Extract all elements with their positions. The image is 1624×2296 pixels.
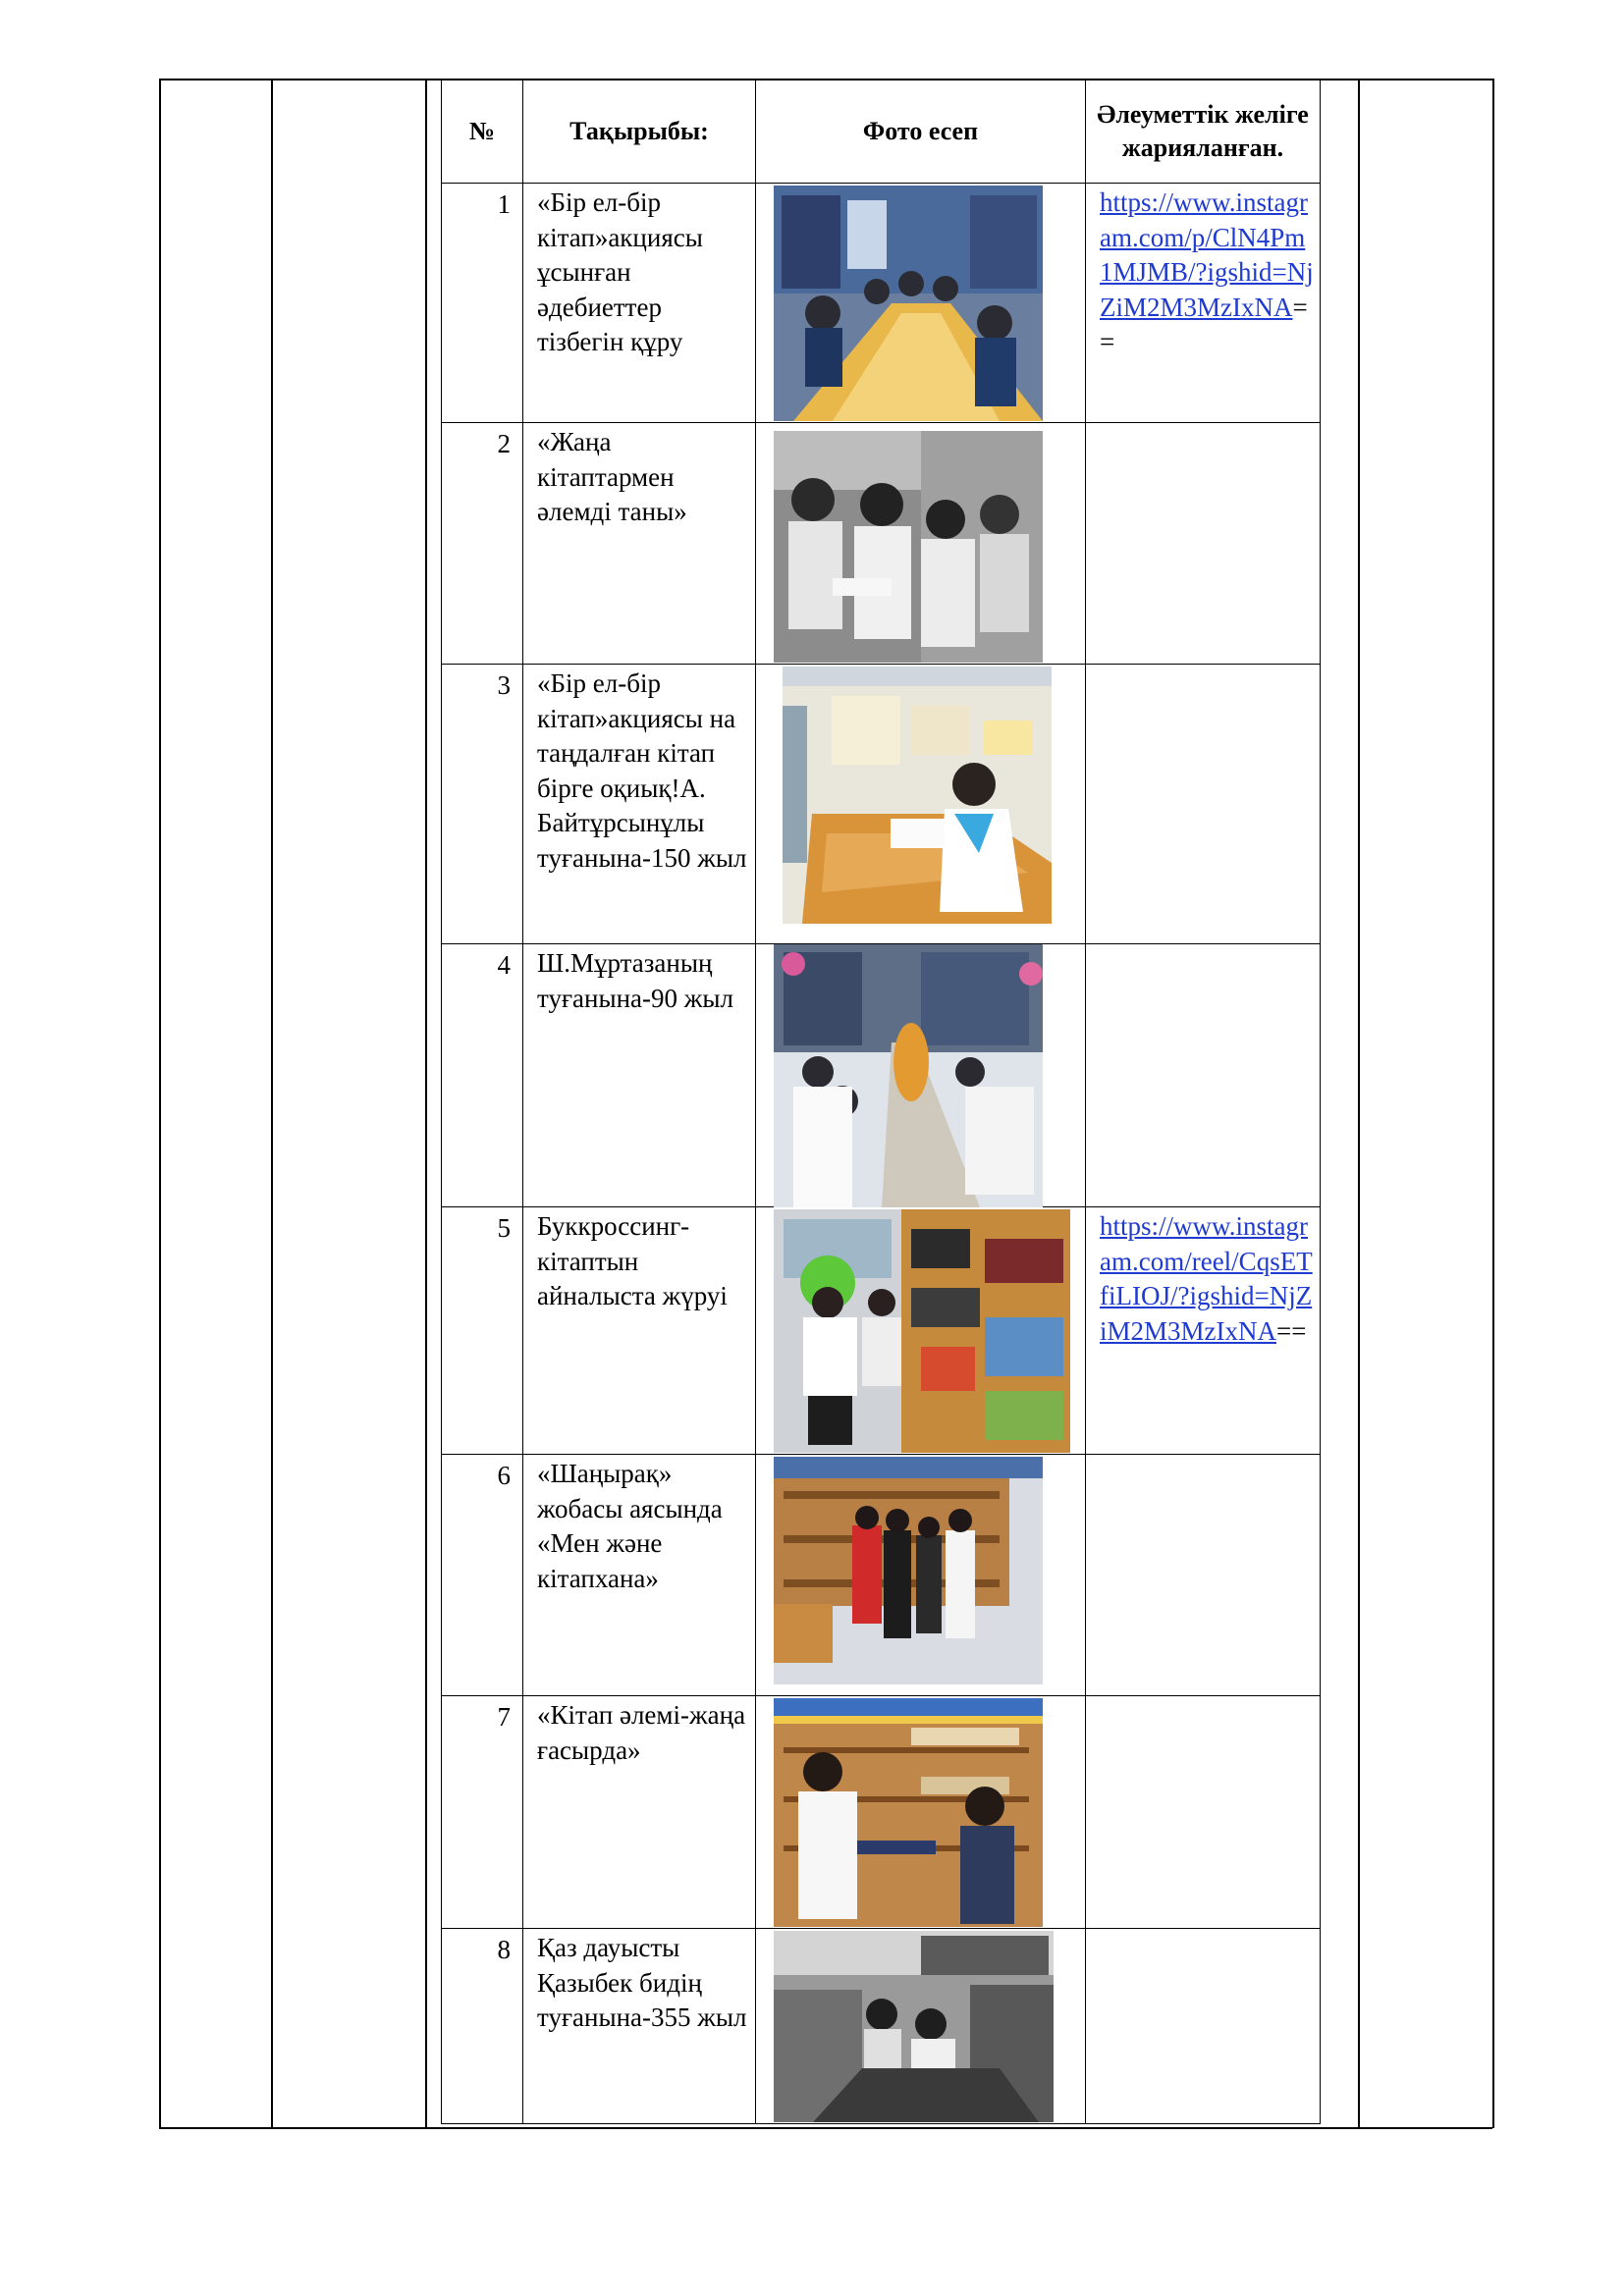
instagram-link[interactable]: https://www.instagram.com/p/ClN4Pm1MJMB/?igshid=NjZiM2M3MzIxNA bbox=[1100, 187, 1314, 322]
table-row bbox=[442, 184, 1321, 423]
frame-bottom-line bbox=[159, 2127, 1492, 2129]
header-social: Әлеуметтік желіге жарияланған. bbox=[1086, 80, 1321, 184]
row-number: 4 bbox=[442, 944, 523, 1207]
row-social-link-cell bbox=[1086, 1455, 1321, 1696]
frame-line-right bbox=[1492, 79, 1494, 2128]
row-photo-cell bbox=[756, 1455, 1086, 1696]
row-photo bbox=[774, 1209, 1070, 1453]
photo-report-table bbox=[441, 79, 1321, 2124]
row-number: 6 bbox=[442, 1455, 523, 1696]
row-social-link-cell bbox=[1086, 184, 1321, 423]
row-photo bbox=[774, 944, 1043, 1207]
row-topic: «Шаңырақ» жобасы аясында «Мен және кітапхана» bbox=[523, 1455, 756, 1696]
frame-line-2 bbox=[271, 79, 273, 2128]
row-topic: «Бір ел-бір кітап»акциясы ұсынған әдебиеттер тізбегін құру bbox=[523, 184, 756, 423]
link-suffix: == bbox=[1100, 292, 1308, 356]
instagram-link[interactable]: https://www.instagram.com/reel/CqsETfiLIOJ/?igshid=NjZiM2M3MzIxNA bbox=[1100, 1211, 1313, 1346]
row-number: 5 bbox=[442, 1207, 523, 1455]
row-number: 1 bbox=[442, 184, 523, 423]
row-photo-cell bbox=[756, 423, 1086, 665]
frame-line-3 bbox=[425, 79, 427, 2128]
row-topic: «Бір ел-бір кітап»акциясы на таңдалған кітап бірге оқиық!А. Байтұрсынұлы туғанына-150 жыл bbox=[523, 665, 756, 944]
header-number: № bbox=[442, 80, 523, 184]
row-number: 8 bbox=[442, 1929, 523, 2124]
row-photo bbox=[774, 1698, 1043, 1927]
row-social-link-cell bbox=[1086, 423, 1321, 665]
row-photo bbox=[783, 667, 1052, 924]
table-row bbox=[442, 1929, 1321, 2124]
link-suffix: == bbox=[1276, 1315, 1307, 1346]
frame-line-4 bbox=[1358, 79, 1360, 2128]
row-social-link-cell bbox=[1086, 1929, 1321, 2124]
row-number: 7 bbox=[442, 1696, 523, 1929]
table-row bbox=[442, 1696, 1321, 1929]
row-photo bbox=[774, 431, 1043, 663]
table-row bbox=[442, 1455, 1321, 1696]
row-topic: «Кітап әлемі-жаңа ғасырда» bbox=[523, 1696, 756, 1929]
table-row bbox=[442, 944, 1321, 1207]
header-topic: Тақырыбы: bbox=[523, 80, 756, 184]
row-photo-cell bbox=[756, 1207, 1086, 1455]
header-photo: Фото есеп bbox=[756, 80, 1086, 184]
row-number: 2 bbox=[442, 423, 523, 665]
row-topic: Ш.Мұртазаның туғанына-90 жыл bbox=[523, 944, 756, 1207]
table-row bbox=[442, 1207, 1321, 1455]
row-photo-cell bbox=[756, 1696, 1086, 1929]
row-social-link-cell bbox=[1086, 665, 1321, 944]
table-row bbox=[442, 423, 1321, 665]
row-photo-cell bbox=[756, 1929, 1086, 2124]
table-row bbox=[442, 665, 1321, 944]
row-topic: Қаз дауысты Қазыбек бидің туғанына-355 жыл bbox=[523, 1929, 756, 2124]
row-photo bbox=[774, 186, 1043, 421]
row-social-link-cell bbox=[1086, 1696, 1321, 1929]
row-photo-cell bbox=[756, 184, 1086, 423]
row-social-link-cell bbox=[1086, 944, 1321, 1207]
frame-line-left bbox=[159, 79, 161, 2128]
row-photo-cell bbox=[756, 665, 1086, 944]
row-photo bbox=[774, 1457, 1043, 1684]
row-photo-cell bbox=[756, 944, 1086, 1207]
row-topic: «Жаңа кітаптармен әлемді таны» bbox=[523, 423, 756, 665]
row-topic: Буккроссинг-кітаптын айналыста жүруі bbox=[523, 1207, 756, 1455]
row-photo bbox=[774, 1931, 1054, 2122]
row-number: 3 bbox=[442, 665, 523, 944]
header-row bbox=[442, 80, 1321, 184]
row-social-link-cell bbox=[1086, 1207, 1321, 1455]
